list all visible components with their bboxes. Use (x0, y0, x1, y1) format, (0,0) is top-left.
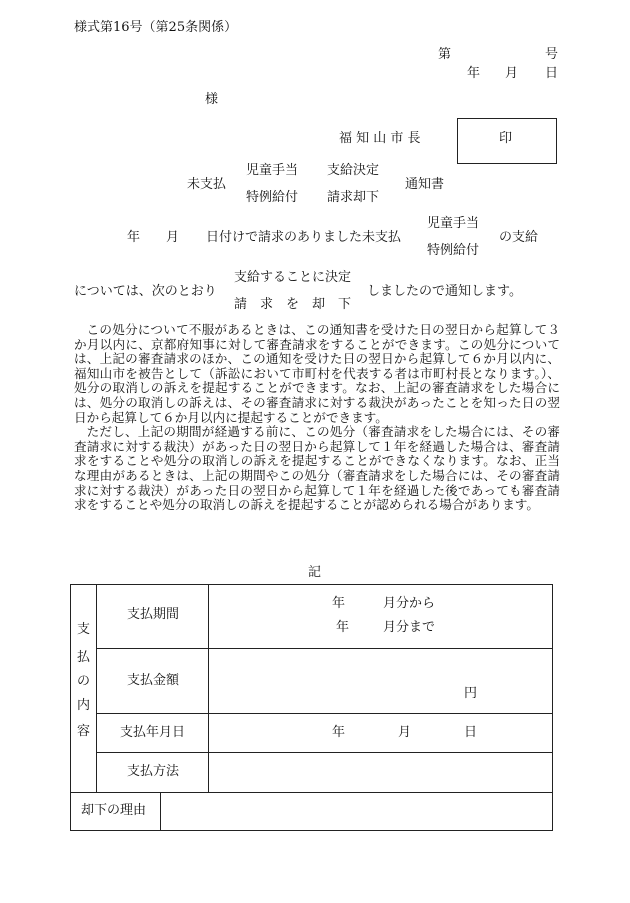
form-number: 様式第16号（第25条関係） (74, 20, 238, 35)
seal-mark: 印 (499, 131, 513, 146)
body1-year: 年 (127, 230, 141, 245)
table-border-left (70, 584, 71, 831)
title-decision-2: 請求却下 (327, 190, 380, 205)
notice-paragraph-2: ただし、上記の期間が経過する前に、この処分（審査請求をした場合には、その審査請求に対する裁決）があった日の翌日から起算して１年を経過した場合は、審査請求をすることや処分の取消しの訴えを提起することができなくなります。なお、正当な理由があるときは、上記の期間やこの処分（審査請求をした場合には、その審査請求に対する裁決）があった日の翌日から起算して１年を経過した後であっても審査請求をすることや処分の取消しの訴えを提起することが認められる場合があります。 (74, 424, 560, 513)
notice-paragraph-1: この処分について不服があるときは、この通知書を受けた日の翌日から起算して３か月以内に、京都府知事に対して審査請求をすることができます。この処分については、上記の審査請求のほか、この通知を受けた日の翌日から起算して６か月以内に、福知山市を被告として（訴訟において市町村を代表する者は市町村長となります。）、処分の取消しの訴えを提起することができます。なお、上記の審査請求をした場合には、処分の取消しの訴えは、その審査請求に対する裁決があったことを知った日の翌日から起算して６か月以内に提起することができます。 (74, 322, 560, 425)
date-month-label: 月 (505, 66, 519, 81)
ki-mark: 記 (308, 565, 322, 580)
title-allowance-2: 特例給付 (246, 190, 299, 205)
amount-label: 支払金額 (127, 673, 180, 688)
title-allowance-1: 児童手当 (246, 163, 299, 178)
table-divider-rejection (160, 792, 161, 830)
table-row-line-2 (96, 713, 553, 714)
group-char-1: 支 (77, 622, 91, 637)
body1-suffix: の支給 (499, 230, 539, 245)
pay-date-day: 日 (464, 725, 478, 740)
body2-option-1: 支給することに決定 (234, 270, 352, 285)
table-row-line-1 (96, 648, 553, 649)
number-label-go: 号 (545, 47, 559, 62)
body2-option-2: 請 求 を 却 下 (234, 297, 352, 312)
body1-month: 月 (166, 230, 180, 245)
period-from-year: 年 (332, 596, 346, 611)
method-label: 支払方法 (127, 764, 180, 779)
pay-date-label: 支払年月日 (120, 725, 186, 740)
notice-text (74, 323, 560, 513)
title-suffix: 通知書 (405, 177, 445, 192)
number-label-dai: 第 (438, 47, 452, 62)
pay-date-year: 年 (332, 725, 346, 740)
amount-unit: 円 (464, 686, 478, 701)
title-prefix: 未支払 (187, 177, 227, 192)
pay-date-month: 月 (398, 725, 412, 740)
body1-text: 日付けで請求のありました未支払 (206, 230, 402, 245)
group-char-2: 払 (77, 650, 91, 665)
rejection-label: 却下の理由 (81, 803, 147, 818)
table-row-line-4 (70, 792, 553, 793)
group-char-4: 内 (77, 698, 91, 713)
period-from: 月分から (383, 596, 436, 611)
date-year-label: 年 (467, 66, 481, 81)
addressee-suffix: 様 (205, 92, 219, 107)
table-row-line-3 (96, 752, 553, 753)
body2-suffix: しましたので通知します。 (367, 284, 522, 299)
table-divider-group (96, 584, 97, 792)
body1-option-1: 児童手当 (427, 216, 480, 231)
body2-prefix: については、次のとおり (74, 284, 217, 299)
group-char-3: の (77, 674, 91, 689)
body1-option-2: 特例給付 (427, 243, 480, 258)
table-divider-label (208, 584, 209, 792)
table-border-top (70, 584, 553, 585)
period-to: 月分まで (383, 620, 436, 635)
date-day-label: 日 (545, 66, 559, 81)
period-to-year: 年 (336, 620, 350, 635)
table-border-right (552, 584, 553, 831)
payment-table (70, 584, 553, 831)
title-decision-1: 支給決定 (327, 163, 380, 178)
group-char-5: 容 (77, 724, 91, 739)
period-label: 支払期間 (127, 607, 180, 622)
table-border-bottom (70, 830, 553, 831)
issuer-name: 福 知 山 市 長 (339, 131, 421, 146)
